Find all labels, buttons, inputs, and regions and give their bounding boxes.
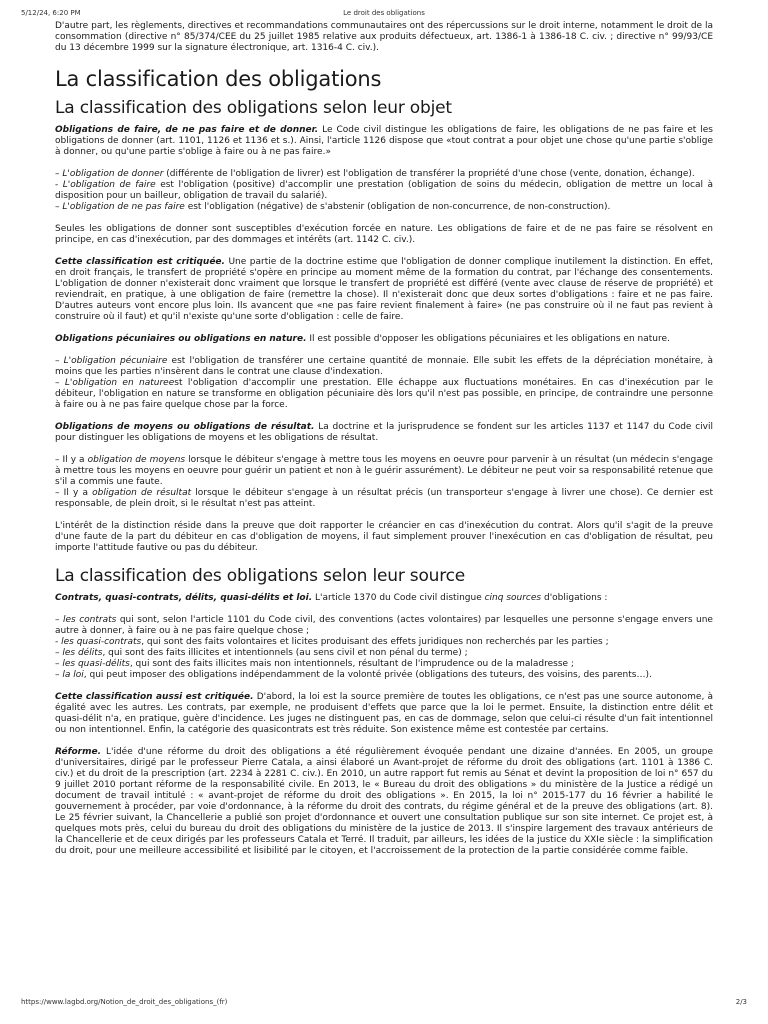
term: les quasi-contrats	[61, 637, 142, 647]
term: obligation de résultat	[92, 488, 192, 498]
paragraph-reforme	[55, 747, 713, 857]
page-title: La classification des obligations	[55, 67, 382, 91]
print-page-number: 2/3	[735, 998, 747, 1006]
paragraph-lead: Cette classification aussi est critiquée.	[55, 692, 254, 702]
paragraph-text: Une partie de la doctrine estime que l'obligation de donner complique inutilement la distinction. En effet, en droit français, le transfert de propriété s'opère en principe au moment même de la formation du contrat, par l'échange des consentements. L'obligation de donner n'existerait donc vraiment que lorsque le transfert de propriété est différé (vente avec clause de réserve de propriété) et reviendrait, en pratique, à une obligation de faire (remettre la chose). Il n'existerait donc que deux sortes d'obligations : faire et ne pas faire. D'autres auteurs vont encore plus loin. Ils avancent que «ne pas faire revient finalement à faire» (ne pas construire où il ne faut pas revient à construire où il faut) et qu'il n'existe qu'une sorte d'obligation : celle de faire.	[55, 257, 713, 322]
term: L'obligation en naturee	[64, 378, 175, 388]
list-item-faire: - L'obligation de faire est l'obligation (positive) d'accomplir une prestation (obligation de soins du médecin, obligation de mettre un local à disposition pour un bailleur, obligation de travail du salarié).	[55, 180, 714, 201]
paragraph-critique-source	[55, 692, 713, 736]
list-item-ne-pas-faire: – L'obligation de ne pas faire est l'obligation (négative) de s'abstenir (obligation de non-concurrence, de non-construction).	[55, 202, 611, 212]
paragraph-lead: Obligations de moyens ou obligations de résultat.	[55, 422, 315, 432]
list-item-pecuniaire: – L'obligation pécuniaire est l'obligation de transférer une certaine quantité de monnaie. Elle subit les effets de la dépréciation monétaire, à moins que les parties n'insèrent dans le contrat une clause d'indexation.	[55, 356, 713, 377]
term: L'obligation de donner	[62, 169, 164, 179]
section-heading-objet: La classification des obligations selon leur objet	[55, 98, 452, 118]
paragraph-text: La doctrine et la jurisprudence se fondent sur les articles 1137 et 1147 du Code civil pour distinguer les obligations de moyens et les obligations de résultat.	[55, 422, 714, 443]
paragraph-lead: Contrats, quasi-contrats, délits, quasi-délits et loi.	[55, 593, 313, 603]
print-footer	[21, 998, 747, 1010]
print-url: https://www.lagbd.org/Notion_de_droit_des_obligations_(fr)	[21, 998, 228, 1006]
paragraph-lead: Cette classification est critiquée.	[55, 257, 225, 267]
paragraph-text: D'abord, la loi est la source première de toutes les obligations, ce n'est pas une source autonome, à égalité avec les autres. Les contrats, par exemple, ne produisent d'effets que parce que la loi le permet. Ensuite, la distinction entre délit et quasi-délit n'a, en pratique, guère d'incidence. Les juges ne distinguent pas, en cas de dommage, selon que celui-ci résulte d'un fait intentionnel ou non intentionnel. Enfin, la catégorie des quasicontrats est très réduite. Son existence même est contestée par certains.	[55, 692, 713, 735]
intro-paragraph: D'autre part, les règlements, directives et recommandations communautaires ont des répercussions sur le droit interne, notamment le droit de la consommation (directive n° 85/374/CEE du 25 juillet 1985 relative aux produits défectueux, art. 1386-1 à 1386-18 C. civ. ; directive n° 99/93/CE du 13 décembre 1999 sur la signature électronique, art. 1316-4 C. civ.).	[55, 21, 713, 53]
term: L'obligation de faire	[62, 180, 156, 190]
article-content	[55, 21, 713, 857]
paragraph-critique	[55, 257, 713, 323]
term: les délits	[62, 648, 103, 658]
paragraph-lead: Réforme.	[55, 747, 102, 757]
list-item-quasi-delits: – les quasi-délits, qui sont des faits illicites mais non intentionnels, résultant de l'imprudence ou de la maladresse ;	[55, 659, 574, 669]
paragraph-lead: Obligations pécuniaires ou obligations en nature.	[55, 334, 307, 344]
term: les quasi-délits	[62, 659, 130, 669]
term: les contrats	[63, 615, 117, 625]
paragraph-text: Le Code civil distingue les obligations de faire, les obligations de ne pas faire et les obligations de donner (art. 1101, 1126 et 1136 et s.). Ainsi, l'article 1126 dispose que «tout contrat a pour objet une chose qu'une partie s'oblige à donner, ou qu'une partie s'oblige à faire ou à ne pas faire.»	[55, 125, 713, 157]
term: la loi	[62, 670, 84, 680]
paragraph-interet: L'intérêt de la distinction réside dans la preuve que doit rapporter le créancier en cas d'inexécution du contrat. Alors qu'il s'agit de la preuve d'une faute de la part du débiteur en cas d'obligation de moyens, il faut simplement prouver l'inexécution en cas d'obligation de résultat, peu importe l'attitude fautive ou pas du débiteur.	[55, 521, 713, 553]
term: cinq sources	[484, 593, 542, 603]
paragraph-text: Il est possible d'opposer les obligations pécuniaires et les obligations en nature.	[306, 334, 670, 344]
paragraph-seules: Seules les obligations de donner sont susceptibles d'exécution forcée en nature. Les obligations de faire et de ne pas faire se résolvent en principe, en cas d'inexécution, par des dommages et intérêts (art. 1142 C. civ.).	[55, 224, 713, 245]
list-item-contrats: – les contrats qui sont, selon l'article 1101 du Code civil, des conventions (actes volontaires) par lesquelles une personne s'engage envers une autre à donner, à faire ou à ne pas faire quelque chose ;	[55, 615, 713, 636]
print-datetime: 5/12/24, 6:20 PM	[21, 9, 81, 17]
term: L'obligation de ne pas faire	[62, 202, 185, 212]
list-item-obligation-moyens: – Il y a obligation de moyens lorsque le débiteur s'engage à mettre tous les moyens en oeuvre pour parvenir à un résultat (un médecin s'engage à mettre tous les moyens en oeuvre pour guérir un patient et non à le guérir assurément). Le débiteur ne peut voir sa responsabilité retenue que s'il a commis une faute.	[55, 455, 713, 487]
section-heading-source: La classification des obligations selon leur source	[55, 566, 466, 586]
term: L'obligation pécuniaire	[63, 356, 168, 366]
print-page-title: Le droit des obligations	[343, 9, 425, 17]
paragraph-faire	[55, 125, 713, 158]
paragraph-contrats: Contrats, quasi-contrats, délits, quasi-délits et loi. L'article 1370 du Code civil distingue cinq sources d'obligations :	[55, 593, 608, 603]
print-header	[21, 9, 747, 21]
list-item-loi: – la loi, qui peut imposer des obligations indépendamment de la volonté privée (obligations des tuteurs, des voisins, des parents…).	[55, 670, 652, 680]
list-item-nature: – L'obligation en natureest l'obligation d'accomplir une prestation. Elle échappe aux fluctuations monétaires. En cas d'inexécution par le débiteur, l'obligation en nature se transforme en obligation pécuniaire dès lors qu'il n'est pas possible, en principe, de contraindre une personne à faire ou à ne pas faire quelque chose par la force.	[55, 378, 713, 410]
paragraph-moyens	[55, 422, 713, 444]
paragraph-pecuniaires	[55, 334, 713, 345]
list-item-obligation-resultat: – Il y a obligation de résultat lorsque le débiteur s'engage à un résultat précis (un transporteur s'engage à livrer une chose). Ce dernier est responsable, de plein droit, si le résultat n'est pas atteint.	[55, 488, 713, 509]
paragraph-text: L'idée d'une réforme du droit des obligations a été régulièrement évoquée pendant une dizaine d'années. En 2005, un groupe d'universitaires, dirigé par le professeur Pierre Catala, a ainsi élaboré un Avant-projet de réforme du droit des obligations (art. 1101 à 1386 C. civ.) et du droit de la prescription (art. 2234 à 2281 C. civ.). En 2010, un autre rapport fut remis au Sénat et devint la proposition de loi n° 657 du 9 juillet 2010 portant réforme de la responsabilité civile. En 2013, le « Bureau du droit des obligations » du ministère de la Justice a rédigé un document de travail intitulé : « avant-projet de réforme du droit des obligations ». En 2015, la loi n° 2015-177 du 16 février a habilité le gouvernement à procéder, par voie d'ordonnance, à la réforme du droit des contrats, du régime général et de la preuve des obligations (art. 8). Le 25 février suivant, la Chancellerie a publié son projet d'ordonnance et ouvert une consultation publique sur son site internet. Ce projet est, à quelques mots près, celui du bureau du droit des obligations du ministère de la justice de 2013. Il s'inspire largement des travaux antérieurs de la Chancellerie et de ceux dirigés par les professeurs Catala et Terré. Il traduit, par ailleurs, les idées de la justice du XXIe siècle : la simplification du droit, pour une meilleure accessibilité et lisibilité par le citoyen, et l'accroissement de la protection de la partie considérée comme faible.	[55, 747, 713, 856]
list-item-quasi-contrats: - les quasi-contrats, qui sont des faits volontaires et licites produisant des effets juridiques non recherchés par les parties ;	[55, 637, 609, 647]
list-item-donner: – L'obligation de donner (différente de l'obligation de livrer) est l'obligation de transférer la propriété d'une chose (vente, donation, échange).	[55, 169, 695, 179]
term: obligation de moyens	[87, 455, 186, 465]
paragraph-lead: Obligations de faire, de ne pas faire et de donner.	[55, 125, 319, 135]
list-item-delits: – les délits, qui sont des faits illicites et intentionnels (au sens civil et non pénal du terme) ;	[55, 648, 468, 658]
